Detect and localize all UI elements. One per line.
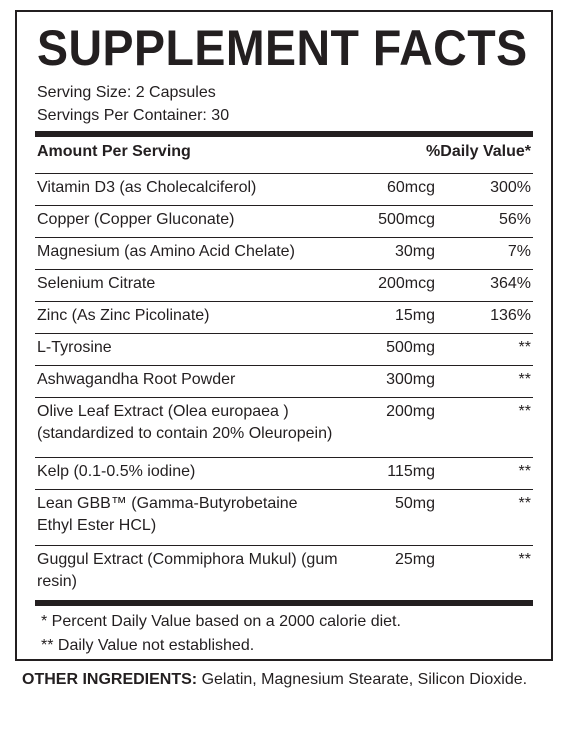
column-header xyxy=(37,141,531,163)
nutrient-name: L-Tyrosine xyxy=(37,339,112,356)
daily-value-label: %Daily Value* xyxy=(426,143,531,160)
other-ingredients-text: Gelatin, Magnesium Stearate, Silicon Dioxide. xyxy=(197,671,528,688)
footnote-daily-value: * Percent Daily Value based on a 2000 calorie diet. xyxy=(41,613,401,630)
nutrient-daily-value: 7% xyxy=(507,243,531,260)
nutrient-amount: 200mg xyxy=(386,403,435,420)
divider xyxy=(35,237,533,238)
nutrient-amount: 15mg xyxy=(394,307,435,324)
nutrient-daily-value: ** xyxy=(518,403,531,420)
nutrient-name: Olive Leaf Extract (Olea europaea ) (standardized to contain 20% Oleuropein) xyxy=(37,403,333,442)
nutrient-daily-value: 364% xyxy=(490,275,531,292)
servings-per-container: Servings Per Container: 30 xyxy=(37,107,230,124)
nutrient-name: Guggul Extract (Commiphora Mukul) (gum resin) xyxy=(37,551,338,590)
divider-thick xyxy=(35,131,533,137)
nutrient-daily-value: ** xyxy=(518,463,531,480)
nutrient-daily-value: ** xyxy=(518,495,531,512)
divider xyxy=(35,205,533,206)
nutrient-name: Magnesium (as Amino Acid Chelate) xyxy=(37,243,295,260)
nutrient-name: Zinc (As Zinc Picolinate) xyxy=(37,307,210,324)
divider xyxy=(35,173,533,174)
nutrient-amount: 60mcg xyxy=(386,179,435,196)
other-ingredients xyxy=(22,669,542,691)
nutrient-name: Kelp (0.1-0.5% iodine) xyxy=(37,463,196,480)
nutrient-daily-value: ** xyxy=(518,551,531,568)
divider xyxy=(35,365,533,366)
nutrient-name: Vitamin D3 (as Cholecalciferol) xyxy=(37,179,257,196)
nutrient-daily-value: ** xyxy=(518,339,531,356)
panel-title: SUPPLEMENT FACTS xyxy=(37,20,528,76)
divider-thick xyxy=(35,600,533,606)
nutrient-amount: 115mg xyxy=(387,463,435,480)
nutrient-amount: 500mg xyxy=(386,339,435,356)
nutrient-name: Ashwagandha Root Powder xyxy=(37,371,236,388)
divider xyxy=(35,269,533,270)
other-ingredients-label: OTHER INGREDIENTS: xyxy=(22,671,198,688)
divider xyxy=(35,489,533,490)
nutrient-amount: 200mcg xyxy=(378,275,435,292)
divider xyxy=(35,397,533,398)
nutrient-name: Lean GBB™ (Gamma-Butyrobetaine Ethyl Ester HCL) xyxy=(37,495,298,534)
serving-size: Serving Size: 2 Capsules xyxy=(37,84,216,101)
nutrient-amount: 30mg xyxy=(394,243,435,260)
divider xyxy=(35,545,533,546)
nutrient-daily-value: 136% xyxy=(490,307,531,324)
nutrient-amount: 50mg xyxy=(394,495,435,512)
nutrient-amount: 300mg xyxy=(386,371,435,388)
amount-per-serving-label: Amount Per Serving xyxy=(37,143,191,160)
nutrient-name: Selenium Citrate xyxy=(37,275,156,292)
footnote-not-established: ** Daily Value not established. xyxy=(41,637,255,654)
nutrient-amount: 25mg xyxy=(394,551,435,568)
divider xyxy=(35,457,533,458)
nutrient-name: Copper (Copper Gluconate) xyxy=(37,211,235,228)
nutrient-daily-value: 56% xyxy=(498,211,531,228)
divider xyxy=(35,301,533,302)
nutrient-daily-value: 300% xyxy=(490,179,531,196)
supplement-facts-panel xyxy=(15,10,553,661)
nutrient-amount: 500mcg xyxy=(378,211,435,228)
divider xyxy=(35,333,533,334)
nutrient-daily-value: ** xyxy=(518,371,531,388)
